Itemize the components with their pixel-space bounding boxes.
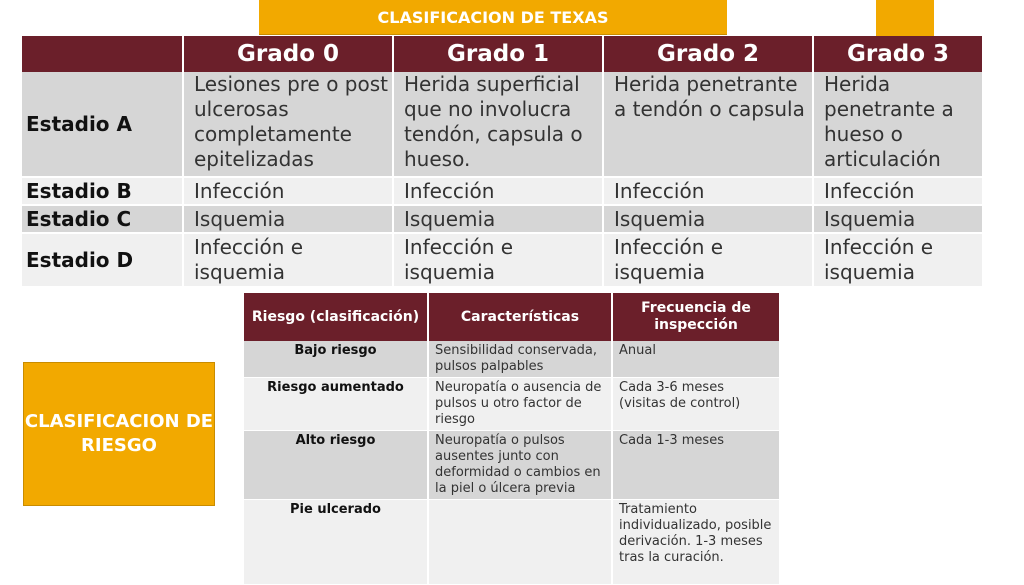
risk-header-caracteristicas: Características	[428, 293, 612, 341]
stage-label: Estadio B	[22, 177, 183, 205]
risk-row-bajo	[244, 341, 780, 378]
risk-frequency: Tratamiento individualizado, posible derivación. 1-3 meses tras la curación.	[612, 500, 780, 585]
risk-header-row	[244, 293, 780, 341]
table-cell: Herida penetrante a tendón o capsula	[603, 72, 813, 177]
risk-header-frecuencia: Frecuencia de inspección	[612, 293, 780, 341]
table-cell: Isquemia	[813, 205, 983, 233]
table-cell: Lesiones pre o post ulcerosas completamente epitelizadas	[183, 72, 393, 177]
table-cell: Isquemia	[603, 205, 813, 233]
risk-header-riesgo: Riesgo (clasificación)	[244, 293, 428, 341]
table-cell: Herida penetrante a hueso o articulación	[813, 72, 983, 177]
risk-characteristics: Neuropatía o ausencia de pulsos u otro factor de riesgo	[428, 378, 612, 431]
risk-row-alto	[244, 431, 780, 500]
table-cell: Infección	[813, 177, 983, 205]
texas-row-estadio-b	[22, 177, 983, 205]
slide-title: CLASIFICACION DE TEXAS	[259, 0, 727, 35]
table-cell: Infección	[393, 177, 603, 205]
texas-header-grado-1: Grado 1	[393, 36, 603, 72]
risk-frequency: Anual	[612, 341, 780, 378]
table-cell: Infección e isquemia	[813, 233, 983, 287]
texas-header-grado-0: Grado 0	[183, 36, 393, 72]
table-cell: Herida superficial que no involucra tendón, capsula o hueso.	[393, 72, 603, 177]
risk-characteristics: Neuropatía o pulsos ausentes junto con deformidad o cambios en la piel o úlcera previa	[428, 431, 612, 500]
stage-label: Estadio D	[22, 233, 183, 287]
risk-frequency: Cada 1-3 meses	[612, 431, 780, 500]
risk-level: Bajo riesgo	[244, 341, 428, 378]
risk-classification-table	[244, 293, 781, 585]
stage-label: Estadio C	[22, 205, 183, 233]
table-cell: Isquemia	[393, 205, 603, 233]
stage-label: Estadio A	[22, 72, 183, 177]
table-cell: Infección	[183, 177, 393, 205]
accent-square	[876, 0, 934, 36]
risk-level: Riesgo aumentado	[244, 378, 428, 431]
risk-row-ulcerado	[244, 500, 780, 585]
texas-header-row	[22, 36, 983, 72]
risk-level: Pie ulcerado	[244, 500, 428, 585]
risk-classification-label: CLASIFICACION DE RIESGO	[23, 362, 215, 506]
texas-header-grado-3: Grado 3	[813, 36, 983, 72]
texas-header-corner	[22, 36, 183, 72]
table-cell: Isquemia	[183, 205, 393, 233]
texas-row-estadio-d	[22, 233, 983, 287]
table-cell: Infección e isquemia	[183, 233, 393, 287]
risk-characteristics: Sensibilidad conservada, pulsos palpables	[428, 341, 612, 378]
texas-row-estadio-c	[22, 205, 983, 233]
table-cell: Infección	[603, 177, 813, 205]
texas-row-estadio-a	[22, 72, 983, 177]
texas-classification-table	[22, 36, 984, 288]
table-cell: Infección e isquemia	[393, 233, 603, 287]
risk-row-aumentado	[244, 378, 780, 431]
table-cell: Infección e isquemia	[603, 233, 813, 287]
risk-frequency: Cada 3-6 meses (visitas de control)	[612, 378, 780, 431]
risk-level: Alto riesgo	[244, 431, 428, 500]
risk-characteristics	[428, 500, 612, 585]
texas-header-grado-2: Grado 2	[603, 36, 813, 72]
